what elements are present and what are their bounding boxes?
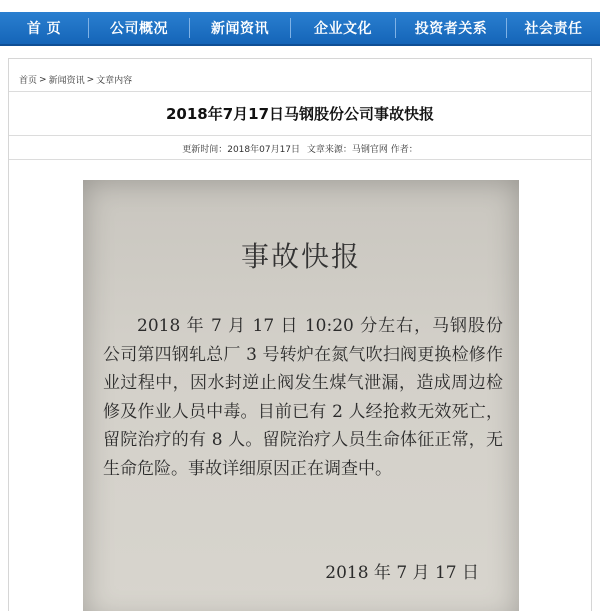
- main-navbar: [0, 12, 600, 46]
- meta-source: 文章来源：马钢官网 作者：: [306, 145, 418, 155]
- article-container: [8, 58, 592, 611]
- breadcrumb-home-link[interactable]: 首页: [19, 76, 38, 86]
- nav-item-news[interactable]: 新闻资讯: [211, 21, 269, 37]
- nav-item-investor-relations[interactable]: 投资者关系: [414, 21, 488, 37]
- breadcrumb-news-link[interactable]: 新闻资讯: [48, 76, 85, 86]
- notice-photo: [83, 180, 519, 611]
- divider: [9, 91, 591, 92]
- breadcrumb: [19, 73, 132, 86]
- nav-item-home[interactable]: 首 页: [26, 21, 62, 37]
- nav-item-social-responsibility[interactable]: 社会责任: [524, 21, 583, 37]
- breadcrumb-separator: >: [39, 74, 47, 85]
- notice-date: 2018 年 7 月 17 日: [325, 563, 479, 583]
- divider: [9, 135, 591, 136]
- breadcrumb-separator: >: [86, 74, 95, 85]
- notice-title: 事故快报: [240, 240, 361, 273]
- divider: [9, 159, 591, 160]
- meta-updated-time: 更新时间：2018年07月17日: [182, 145, 301, 155]
- notice-body: 2018 年 7 月 17 日 10:20 分左右，马钢股份公司第四钢轧总厂 3 号转炉在氮气吹扫阀更换检修作业过程中，因水封逆止阀发生煤气泄漏，造成周边检修及作业人员中毒。目前已有 2 人经抢救无效死亡，留院治疗的有 8 人。留院治疗人员生命体征正常，无生命危险。事故详细原因正在调查中。: [103, 316, 503, 479]
- page-title: 2018年7月17日马钢股份公司事故快报: [165, 105, 435, 123]
- breadcrumb-current: 文章内容: [96, 76, 133, 86]
- nav-item-culture[interactable]: 企业文化: [314, 21, 372, 37]
- article-meta: [9, 142, 591, 155]
- top-strip: [0, 0, 600, 12]
- nav-item-company-overview[interactable]: 公司概况: [110, 21, 168, 37]
